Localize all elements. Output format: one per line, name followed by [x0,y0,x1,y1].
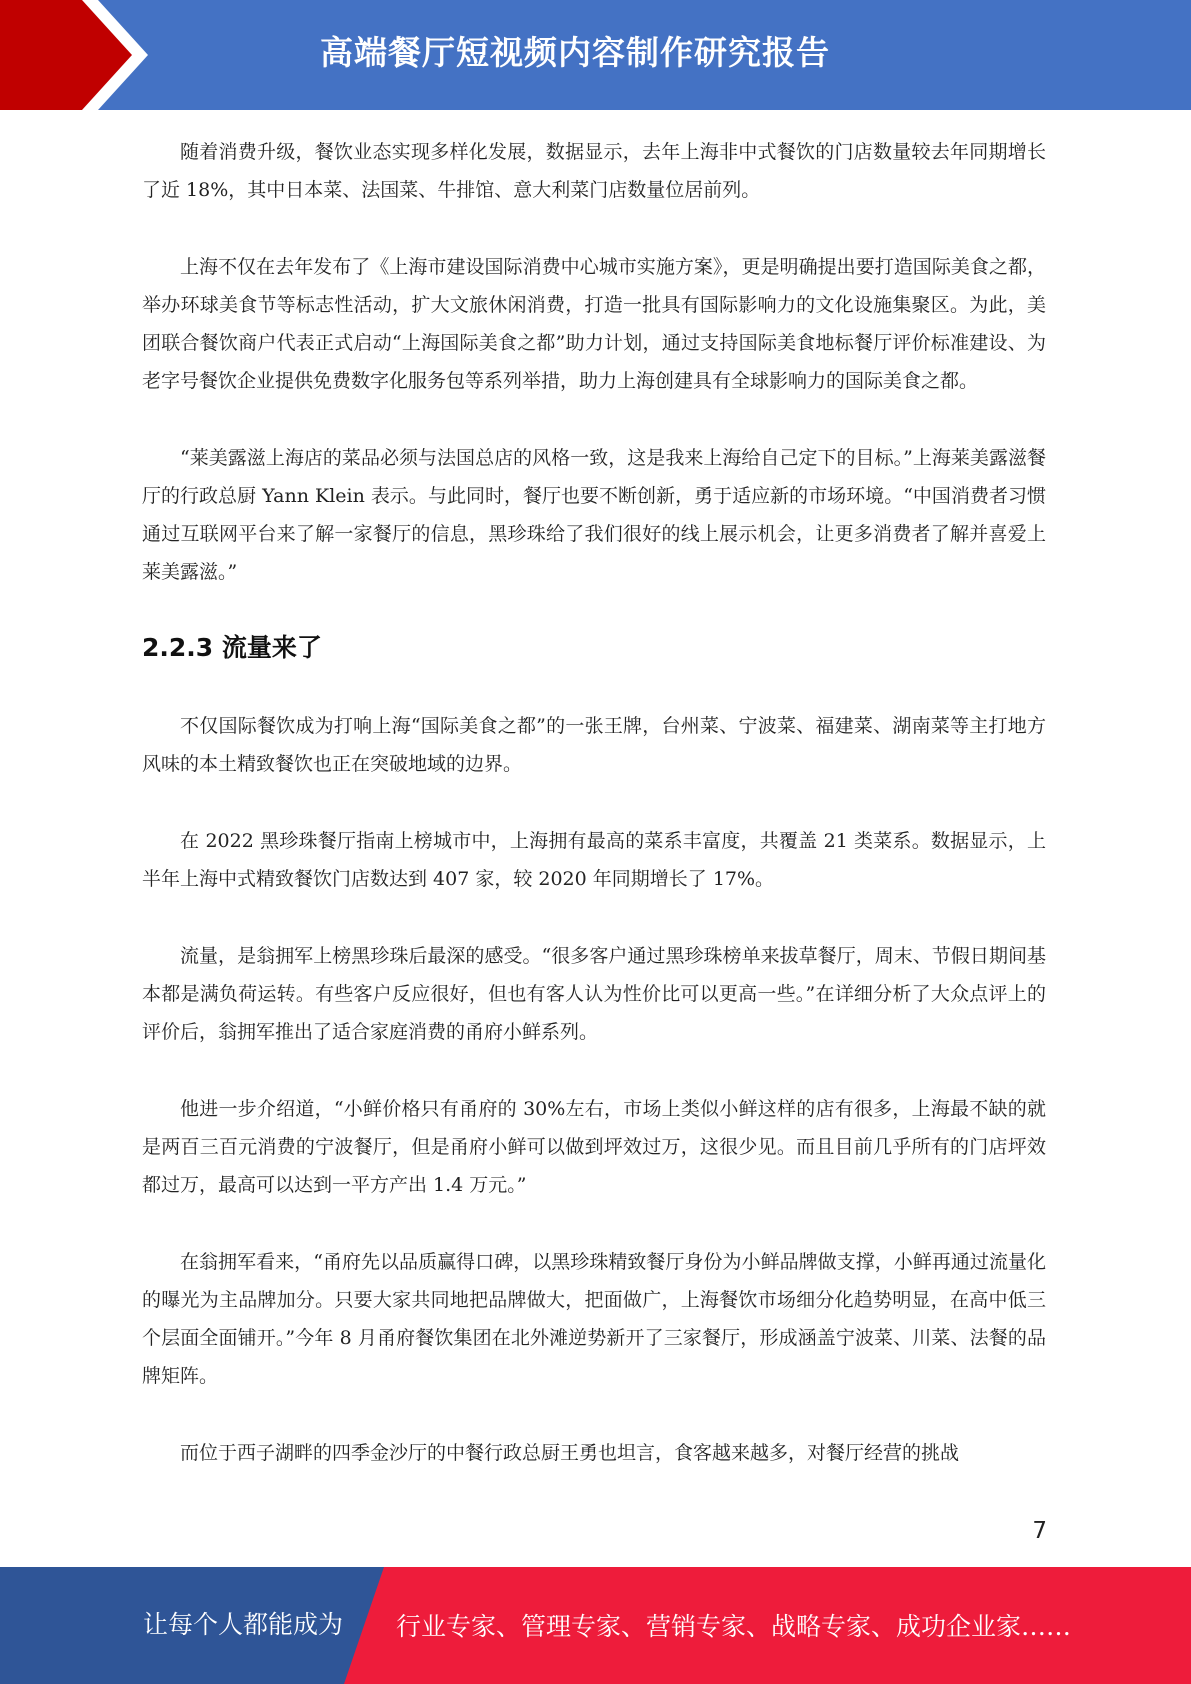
page-footer [0,1567,1191,1684]
footer-slogan-right: 行业专家、管理专家、营销专家、战略专家、成功企业家…… [396,1612,1072,1641]
body-paragraph: 在 2022 黑珍珠餐厅指南上榜城市中，上海拥有最高的菜系丰富度，共覆盖 21 类菜系。数据显示，上半年上海中式精致餐饮门店数达到 407 家，较 2020 年同期增长了 17%。 [142,830,1046,890]
body-paragraph: 在翁拥军看来，“甬府先以品质赢得口碑，以黑珍珠精致餐厅身份为小鲜品牌做支撑，小鲜再通过流量化的曝光为主品牌加分。只要大家共同地把品牌做大，把面做广，上海餐饮市场细分化趋势明显，在高中低三个层面全面铺开。”今年 8 月甬府餐饮集团在北外滩逆势新开了三家餐厅，形成涵盖宁波菜、川菜、法餐的品牌矩阵。 [142,1251,1046,1387]
page-body [142,133,1046,1511]
page-number: 7 [1032,1518,1047,1544]
body-paragraph: 而位于西子湖畔的四季金沙厅的中餐行政总厨王勇也坦言，食客越来越多，对餐厅经营的挑战 [180,1442,960,1464]
body-paragraph: 随着消费升级，餐饮业态实现多样化发展，数据显示，去年上海非中式餐饮的门店数量较去年同期增长了近 18%，其中日本菜、法国菜、牛排馆、意大利菜门店数量位居前列。 [142,141,1046,201]
page-header [0,0,1191,110]
body-paragraph: 不仅国际餐饮成为打响上海“国际美食之都”的一张王牌，台州菜、宁波菜、福建菜、湖南菜等主打地方风味的本土精致餐饮也正在突破地域的边界。 [142,715,1046,775]
report-title: 高端餐厅短视频内容制作研究报告 [320,33,830,72]
section-heading: 2.2.3 流量来了 [142,633,322,662]
body-paragraph: 流量，是翁拥军上榜黑珍珠后最深的感受。“很多客户通过黑珍珠榜单来拔草餐厅，周末、节假日期间基本都是满负荷运转。有些客户反应很好，但也有客人认为性价比可以更高一些。”在详细分析了大众点评上的评价后，翁拥军推出了适合家庭消费的甬府小鲜系列。 [142,945,1046,1043]
header-arrow-decoration [0,0,160,110]
footer-slogan-left: 让每个人都能成为 [143,1610,344,1639]
body-paragraph: 上海不仅在去年发布了《上海市建设国际消费中心城市实施方案》，更是明确提出要打造国际美食之都，举办环球美食节等标志性活动，扩大文旅休闲消费，打造一批具有国际影响力的文化设施集聚区。为此，美团联合餐饮商户代表正式启动“上海国际美食之都”助力计划，通过支持国际美食地标餐厅评价标准建设、为老字号餐饮企业提供免费数字化服务包等系列举措，助力上海创建具有全球影响力的国际美食之都。 [142,256,1046,392]
body-paragraph: “莱美露滋上海店的菜品必须与法国总店的风格一致，这是我来上海给自己定下的目标。”上海莱美露滋餐厅的行政总厨 Yann Klein 表示。与此同时，餐厅也要不断创新，勇于适应新的市场环境。“中国消费者习惯通过互联网平台来了解一家餐厅的信息，黑珍珠给了我们很好的线上展示机会，让更多消费者了解并喜爱上莱美露滋。” [142,447,1046,583]
body-paragraph: 他进一步介绍道，“小鲜价格只有甬府的 30%左右，市场上类似小鲜这样的店有很多，上海最不缺的就是两百三百元消费的宁波餐厅，但是甬府小鲜可以做到坪效过万，这很少见。而且目前几乎所有的门店坪效都过万，最高可以达到一平方产出 1.4 万元。” [142,1098,1046,1196]
